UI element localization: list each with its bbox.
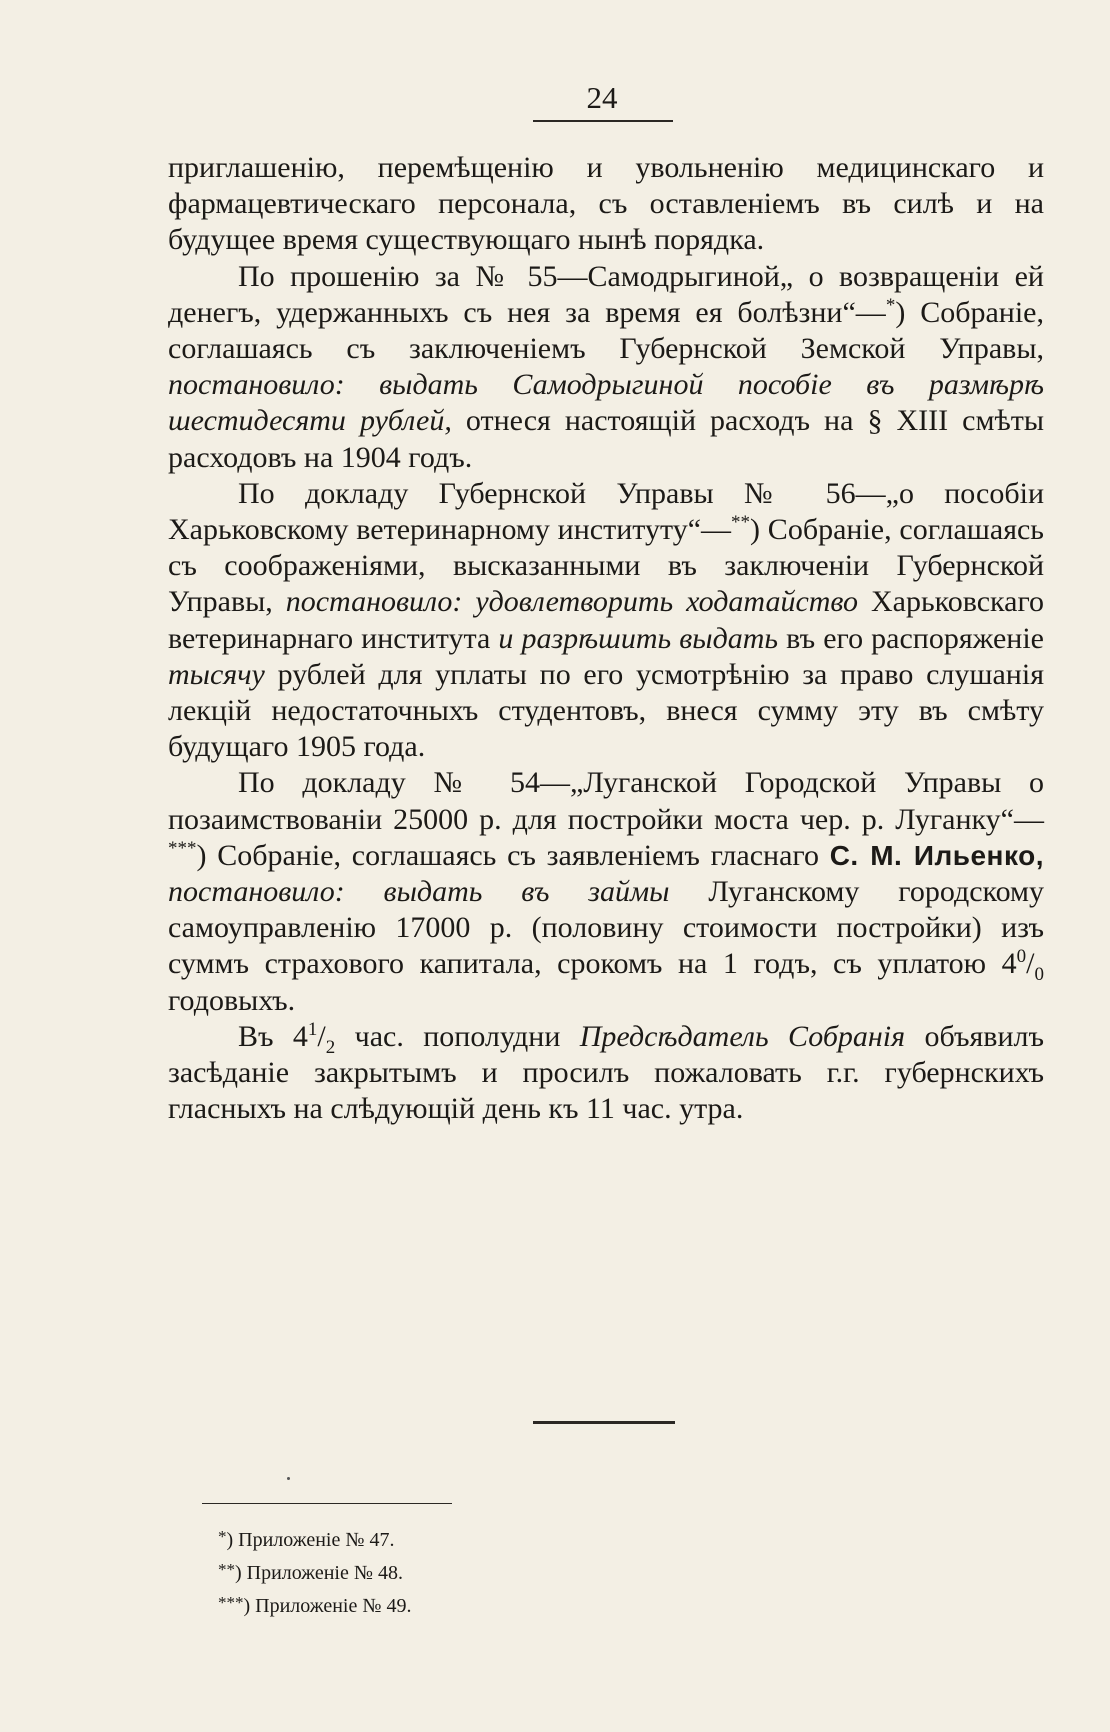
italic-text: Предсѣдатель Собранія	[579, 1019, 906, 1053]
text: /	[1026, 947, 1035, 981]
index-mark: 0	[1034, 964, 1044, 986]
text: приглашенію, перемѣщенію и увольненію медицинскаго и фармацевтическаго персонала, съ оставленіемъ въ силѣ и на будущее время существующаго нынѣ порядка.	[168, 151, 1044, 257]
footnotes	[218, 1522, 718, 1621]
footnote-text: ) Приложеніе № 47.	[226, 1529, 395, 1551]
index-mark: ***	[168, 837, 197, 859]
text: час. пополудни	[335, 1019, 580, 1053]
page-number-rule	[533, 120, 673, 122]
index-mark: *	[885, 294, 896, 316]
italic-text: и разрѣшить выдать	[498, 621, 779, 655]
text: годовыхъ.	[168, 983, 296, 1017]
footnote-rule	[202, 1503, 452, 1504]
text: Харьковскаго ветеринарнаго института	[168, 585, 1045, 655]
footnote-mark: *	[218, 1527, 227, 1546]
text: ) Собраніе, соглашаясь съ заключеніемъ Губернской Земской Управы,	[168, 295, 1044, 366]
index-mark: 0	[1016, 946, 1027, 968]
text: объявилъ засѣданіе закрытымъ и просилъ пожаловать г.г. губернскихъ гласныхъ на слѣдующій день къ 11 час. утра.	[168, 1019, 1044, 1126]
italic-text: постановило: выдать въ займы	[168, 875, 670, 909]
text: Луганскому городскому самоуправленію 17000 р. (половину стоимости постройки) изъ суммъ страхового капитала, срокомъ на 1 годъ, съ уплатою 4	[168, 875, 1045, 981]
text: ) Собраніе, соглашаясь съ соображеніями, высказанными въ заключеніи Губернской Управы,	[168, 513, 1044, 619]
footnote	[218, 1588, 718, 1621]
footnote-text: ) Приложеніе № 49.	[243, 1595, 412, 1617]
paragraph	[168, 476, 1044, 766]
text: /	[317, 1019, 326, 1053]
text: рублей для уплаты по его усмотрѣнію за право слушанія лекцій недостаточныхъ студентовъ, внеся сумму эту въ смѣту будущаго 1905 года.	[168, 657, 1044, 764]
ink-dot	[287, 1477, 290, 1480]
text: Въ 4	[238, 1019, 308, 1053]
paragraph	[168, 765, 1044, 1018]
text: отнеся настоящій расходъ на § XIII смѣты расходовъ на 1904 годъ.	[168, 404, 1044, 474]
index-mark: 1	[307, 1018, 318, 1040]
footnote-text: ) Приложеніе № 48.	[235, 1562, 403, 1584]
italic-text: постановило: удовлетворить ходатайство	[285, 585, 859, 619]
body-text	[168, 150, 1044, 1127]
text: По докладу № 54—„Луганской Городской Управы о позаимствованіи 25000 р. для постройки моста чер. р. Луганку“—	[168, 766, 1044, 836]
text: въ его распоряженіе	[778, 621, 1044, 655]
paragraph	[168, 1019, 1044, 1128]
index-mark: **	[731, 512, 751, 534]
text: ) Собраніе, соглашаясь съ заявленіемъ гласнаго	[196, 838, 830, 872]
footnote-mark: ***	[218, 1593, 244, 1612]
section-end-rule	[533, 1421, 675, 1424]
italic-text: постановило: выдать Самодрыгиной пособіе въ размѣрѣ шестидесяти рублей,	[168, 368, 1044, 438]
footnote	[218, 1522, 718, 1555]
footnote	[218, 1555, 718, 1588]
text: По докладу Губернской Управы № 56—„о пособіи Харьковскому ветеринарному институту“—	[168, 476, 1044, 547]
paragraph	[168, 259, 1044, 476]
footnote-mark: **	[218, 1560, 235, 1579]
paragraph	[168, 150, 1044, 259]
text: По прошенію за № 55—Самодрыгиной„ о возвращеніи ей денегъ, удержанныхъ съ нея за время ея болѣзни“—	[168, 259, 1044, 329]
name-text: С. М. Ильенко,	[829, 839, 1044, 871]
index-mark: 2	[325, 1036, 336, 1058]
page-number: 24	[586, 80, 618, 115]
italic-text: тысячу	[168, 657, 265, 691]
